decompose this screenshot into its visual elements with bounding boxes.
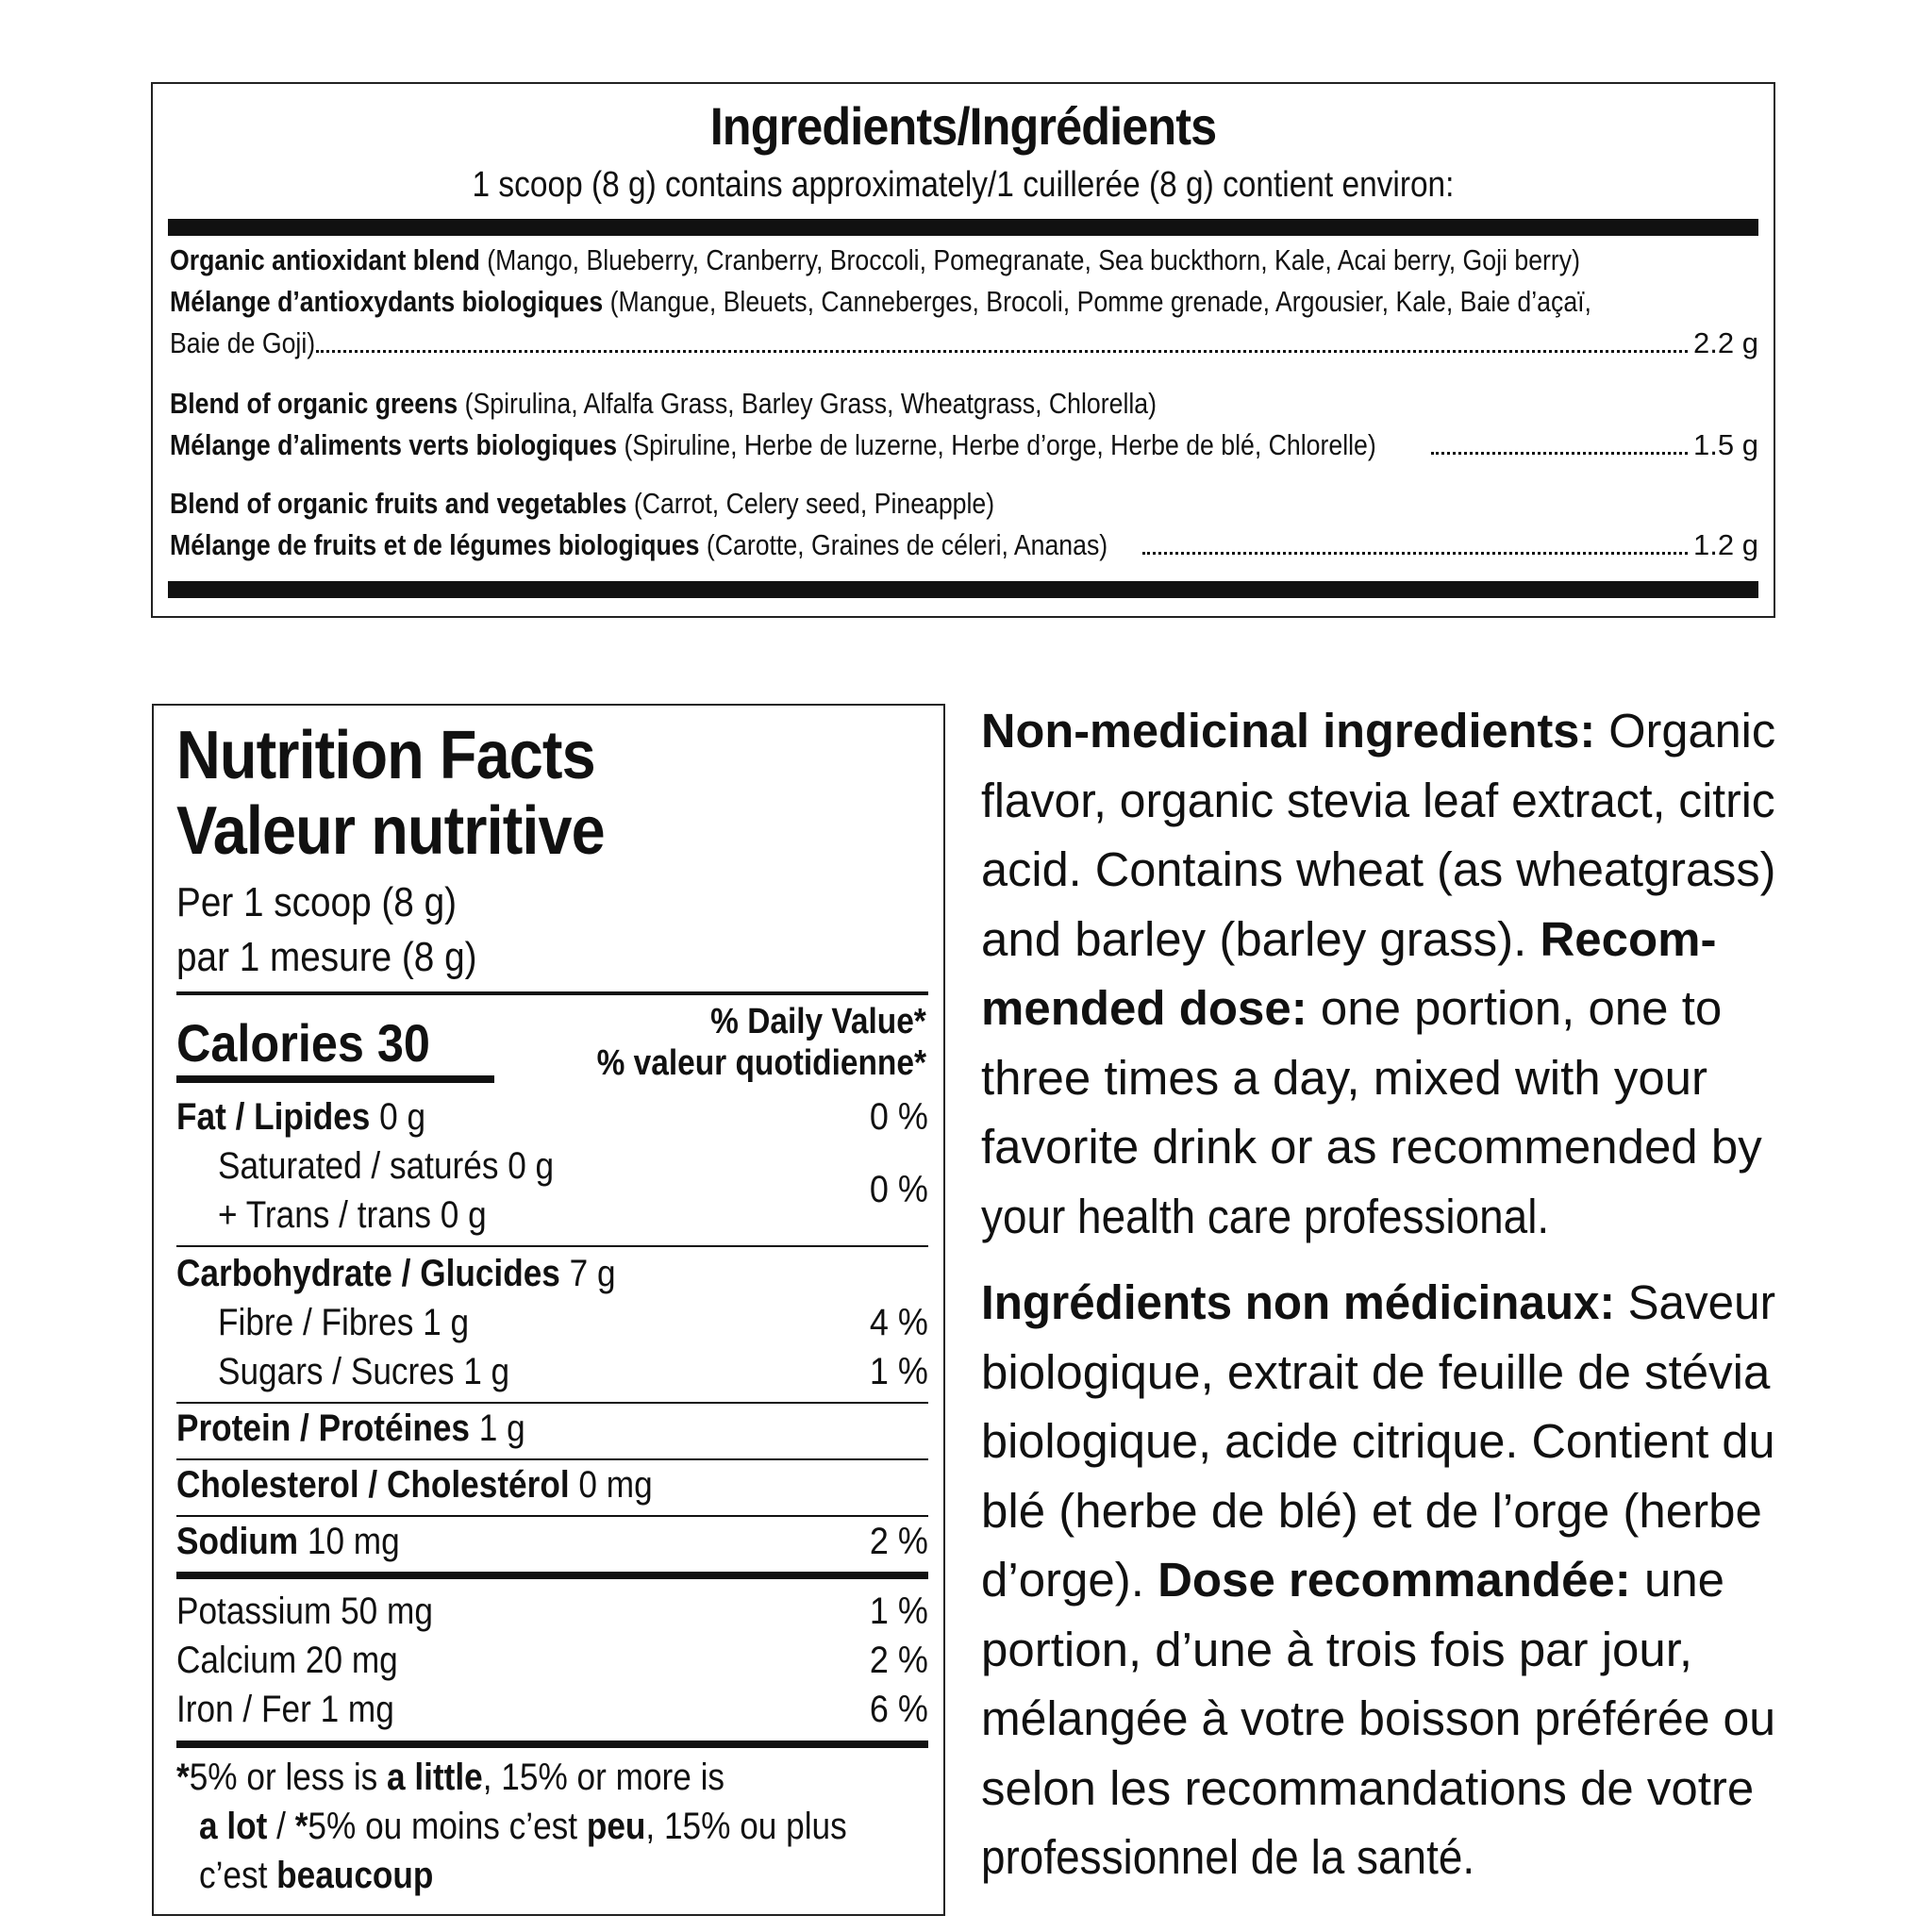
blend1-fr-items: (Mangue, Bleuets, Canneberges, Brocoli, Pomme grenade, Argousier, Kale, Baie d’açaï,	[609, 285, 1591, 318]
paragraph-text: une	[1630, 1553, 1725, 1607]
paragraph-text: one portion, one to	[1307, 981, 1723, 1035]
footnote-line-1	[176, 1757, 724, 1799]
footnote-bold: beaucoup	[276, 1855, 434, 1896]
blend3-amount: 1.2 g	[1693, 528, 1758, 561]
sodium-dv: 2 %	[869, 1521, 928, 1562]
recommended-dose-heading-en: Recom-	[1540, 911, 1717, 966]
cholesterol-label: Cholesterol / Cholestérol	[176, 1464, 570, 1506]
calories-underline	[176, 1075, 494, 1083]
blend1-amount: 2.2 g	[1693, 326, 1758, 359]
paragraph-text: and barley (barley grass).	[981, 911, 1541, 966]
paragraph-text: selon les recommandations de votre	[981, 1760, 1755, 1815]
footnote-text: /	[267, 1806, 295, 1847]
sugars-dv: 1 %	[869, 1351, 928, 1392]
nutrition-title-fr: Valeur nutritive	[176, 793, 605, 869]
protein-amount: 1 g	[478, 1407, 525, 1449]
thick-divider	[176, 1740, 928, 1748]
potassium-label: Potassium 50 mg	[176, 1591, 433, 1632]
footnote-bold: peu	[586, 1806, 646, 1847]
blend1-leader-dots	[316, 349, 1688, 353]
blend2-amount: 1.5 g	[1693, 428, 1758, 461]
ingredients-title: Ingredients/Ingrédients	[709, 96, 1217, 156]
divider	[176, 1245, 928, 1247]
blend3-fr-items: (Carotte, Graines de céleri, Ananas)	[706, 528, 1108, 561]
saturated-label: Saturated / saturés 0 g	[218, 1145, 555, 1187]
blend3-leader-dots	[1142, 551, 1688, 555]
blend3-en-name: Blend of organic fruits and vegetables	[170, 487, 627, 520]
paragraph-text: mélangée à votre boisson préférée ou	[981, 1691, 1776, 1745]
paragraph-text: flavor, organic stevia leaf extract, citric	[981, 773, 1775, 827]
footnote-bold: a little	[387, 1757, 483, 1798]
paragraph-text: Saveur	[1614, 1275, 1776, 1329]
blend1-fr-name: Mélange d’antioxydants biologiques	[170, 285, 604, 318]
nutrition-title-en: Nutrition Facts	[176, 718, 595, 793]
paragraph-text: blé (herbe de blé) et de l’orge (herbe	[981, 1483, 1762, 1538]
blend1-en-items: (Mango, Blueberry, Cranberry, Broccoli, Pomegranate, Sea buckthorn, Kale, Acai berry, Goji berry)	[487, 243, 1581, 276]
potassium-dv: 1 %	[869, 1591, 928, 1632]
nutrition-facts-table	[152, 704, 945, 1916]
paragraph-text: professionnel de la santé.	[981, 1830, 1475, 1884]
blend2-en-name: Blend of organic greens	[170, 387, 458, 420]
blend2-en-line	[170, 384, 1758, 424]
paragraph-text: biologique, acide citrique. Contient du	[981, 1414, 1775, 1468]
blend3-fr-name: Mélange de fruits et de légumes biologiques	[170, 528, 700, 561]
non-medicinal-heading-en: Non-medicinal ingredients:	[981, 704, 1596, 758]
blend2-leader-dots	[1431, 451, 1688, 455]
footnote-text: , 15% or more is	[482, 1757, 725, 1798]
trans-label: + Trans / trans 0 g	[218, 1194, 487, 1236]
blend2-fr-items: (Spiruline, Herbe de luzerne, Herbe d’orge, Herbe de blé, Chlorelle)	[624, 428, 1376, 461]
carb-amount: 7 g	[569, 1253, 616, 1294]
ingredients-top-rule	[168, 219, 1758, 236]
divider	[176, 1402, 928, 1404]
paragraph-text: acid. Contains wheat (as wheatgrass)	[981, 842, 1776, 896]
ingredients-panel	[151, 82, 1775, 618]
non-medicinal-en-paragraph	[981, 696, 1775, 1251]
calcium-dv: 2 %	[869, 1640, 928, 1681]
asterisk: *	[294, 1806, 308, 1847]
paragraph-text: Organic	[1595, 704, 1776, 758]
footnote-text: 5% ou moins c’est	[308, 1806, 587, 1847]
blend1-en-line	[170, 241, 1758, 280]
non-medicinal-heading-fr: Ingrédients non médicinaux:	[981, 1275, 1615, 1329]
sugars-label: Sugars / Sucres 1 g	[218, 1351, 510, 1392]
blend3-fr-line	[170, 525, 1758, 565]
paragraph-text: favorite drink or as recommended by	[981, 1120, 1762, 1174]
serving-rule	[176, 991, 928, 995]
fat-amount: 0 g	[379, 1096, 426, 1138]
divider	[176, 1515, 928, 1517]
recommended-dose-heading-fr: Dose recommandée:	[1158, 1553, 1631, 1607]
blend2-en-items: (Spirulina, Alfalfa Grass, Barley Grass, Wheatgrass, Chlorella)	[464, 387, 1158, 420]
protein-label: Protein / Protéines	[176, 1407, 471, 1449]
daily-value-header-en: % Daily Value*	[710, 1002, 926, 1041]
serving-size-en: Per 1 scoop (8 g)	[176, 879, 457, 925]
divider	[176, 1458, 928, 1460]
non-medicinal-fr-paragraph	[981, 1268, 1775, 1892]
paragraph-text: your health care professional.	[981, 1189, 1550, 1243]
paragraph-text: biologique, extrait de feuille de stévia	[981, 1344, 1771, 1399]
iron-label: Iron / Fer 1 mg	[176, 1689, 394, 1730]
ingredients-subtitle: 1 scoop (8 g) contains approximately/1 cuillerée (8 g) contient environ:	[472, 165, 1455, 205]
sat-trans-dv: 0 %	[869, 1169, 928, 1210]
blend3-en-items: (Carrot, Celery seed, Pineapple)	[633, 487, 995, 520]
sodium-label: Sodium	[176, 1521, 299, 1562]
fibre-label: Fibre / Fibres 1 g	[218, 1302, 470, 1343]
blend1-en-name: Organic antioxidant blend	[170, 243, 480, 276]
sodium-amount: 10 mg	[307, 1521, 400, 1562]
calcium-label: Calcium 20 mg	[176, 1640, 398, 1681]
footnote-line-3	[199, 1855, 433, 1897]
blend1-fr-items-cont: Baie de Goji)	[170, 326, 316, 359]
paragraph-text: three times a day, mixed with your	[981, 1050, 1708, 1105]
paragraph-text: portion, d’une à trois fois par jour,	[981, 1622, 1693, 1676]
blend1-amount-line	[170, 324, 1758, 363]
calories: Calories 30	[176, 1013, 430, 1073]
paragraph-text: d’orge).	[981, 1553, 1158, 1607]
fat-label: Fat / Lipides	[176, 1096, 371, 1138]
blend2-fr-name: Mélange d’aliments verts biologiques	[170, 428, 618, 461]
footnote-text: , 15% ou plus	[645, 1806, 847, 1847]
asterisk: *	[176, 1757, 190, 1798]
footnote-text: 5% or less is	[189, 1757, 388, 1798]
ingredients-bottom-rule	[168, 581, 1758, 598]
cholesterol-amount: 0 mg	[578, 1464, 653, 1506]
footnote-line-2	[199, 1806, 847, 1848]
serving-size-fr: par 1 mesure (8 g)	[176, 934, 477, 980]
blend3-en-line	[170, 484, 1758, 524]
carb-label: Carbohydrate / Glucides	[176, 1253, 560, 1294]
iron-dv: 6 %	[869, 1689, 928, 1730]
daily-value-header-fr: % valeur quotidienne*	[596, 1043, 926, 1083]
fat-dv: 0 %	[869, 1096, 928, 1138]
blend1-fr-line	[170, 282, 1758, 322]
fibre-dv: 4 %	[869, 1302, 928, 1343]
footnote-bold: a lot	[199, 1806, 268, 1847]
footnote-text: c’est	[199, 1855, 277, 1896]
blend2-fr-line	[170, 425, 1758, 465]
recommended-dose-heading-en: mended dose:	[981, 981, 1307, 1035]
thick-divider	[176, 1572, 928, 1579]
